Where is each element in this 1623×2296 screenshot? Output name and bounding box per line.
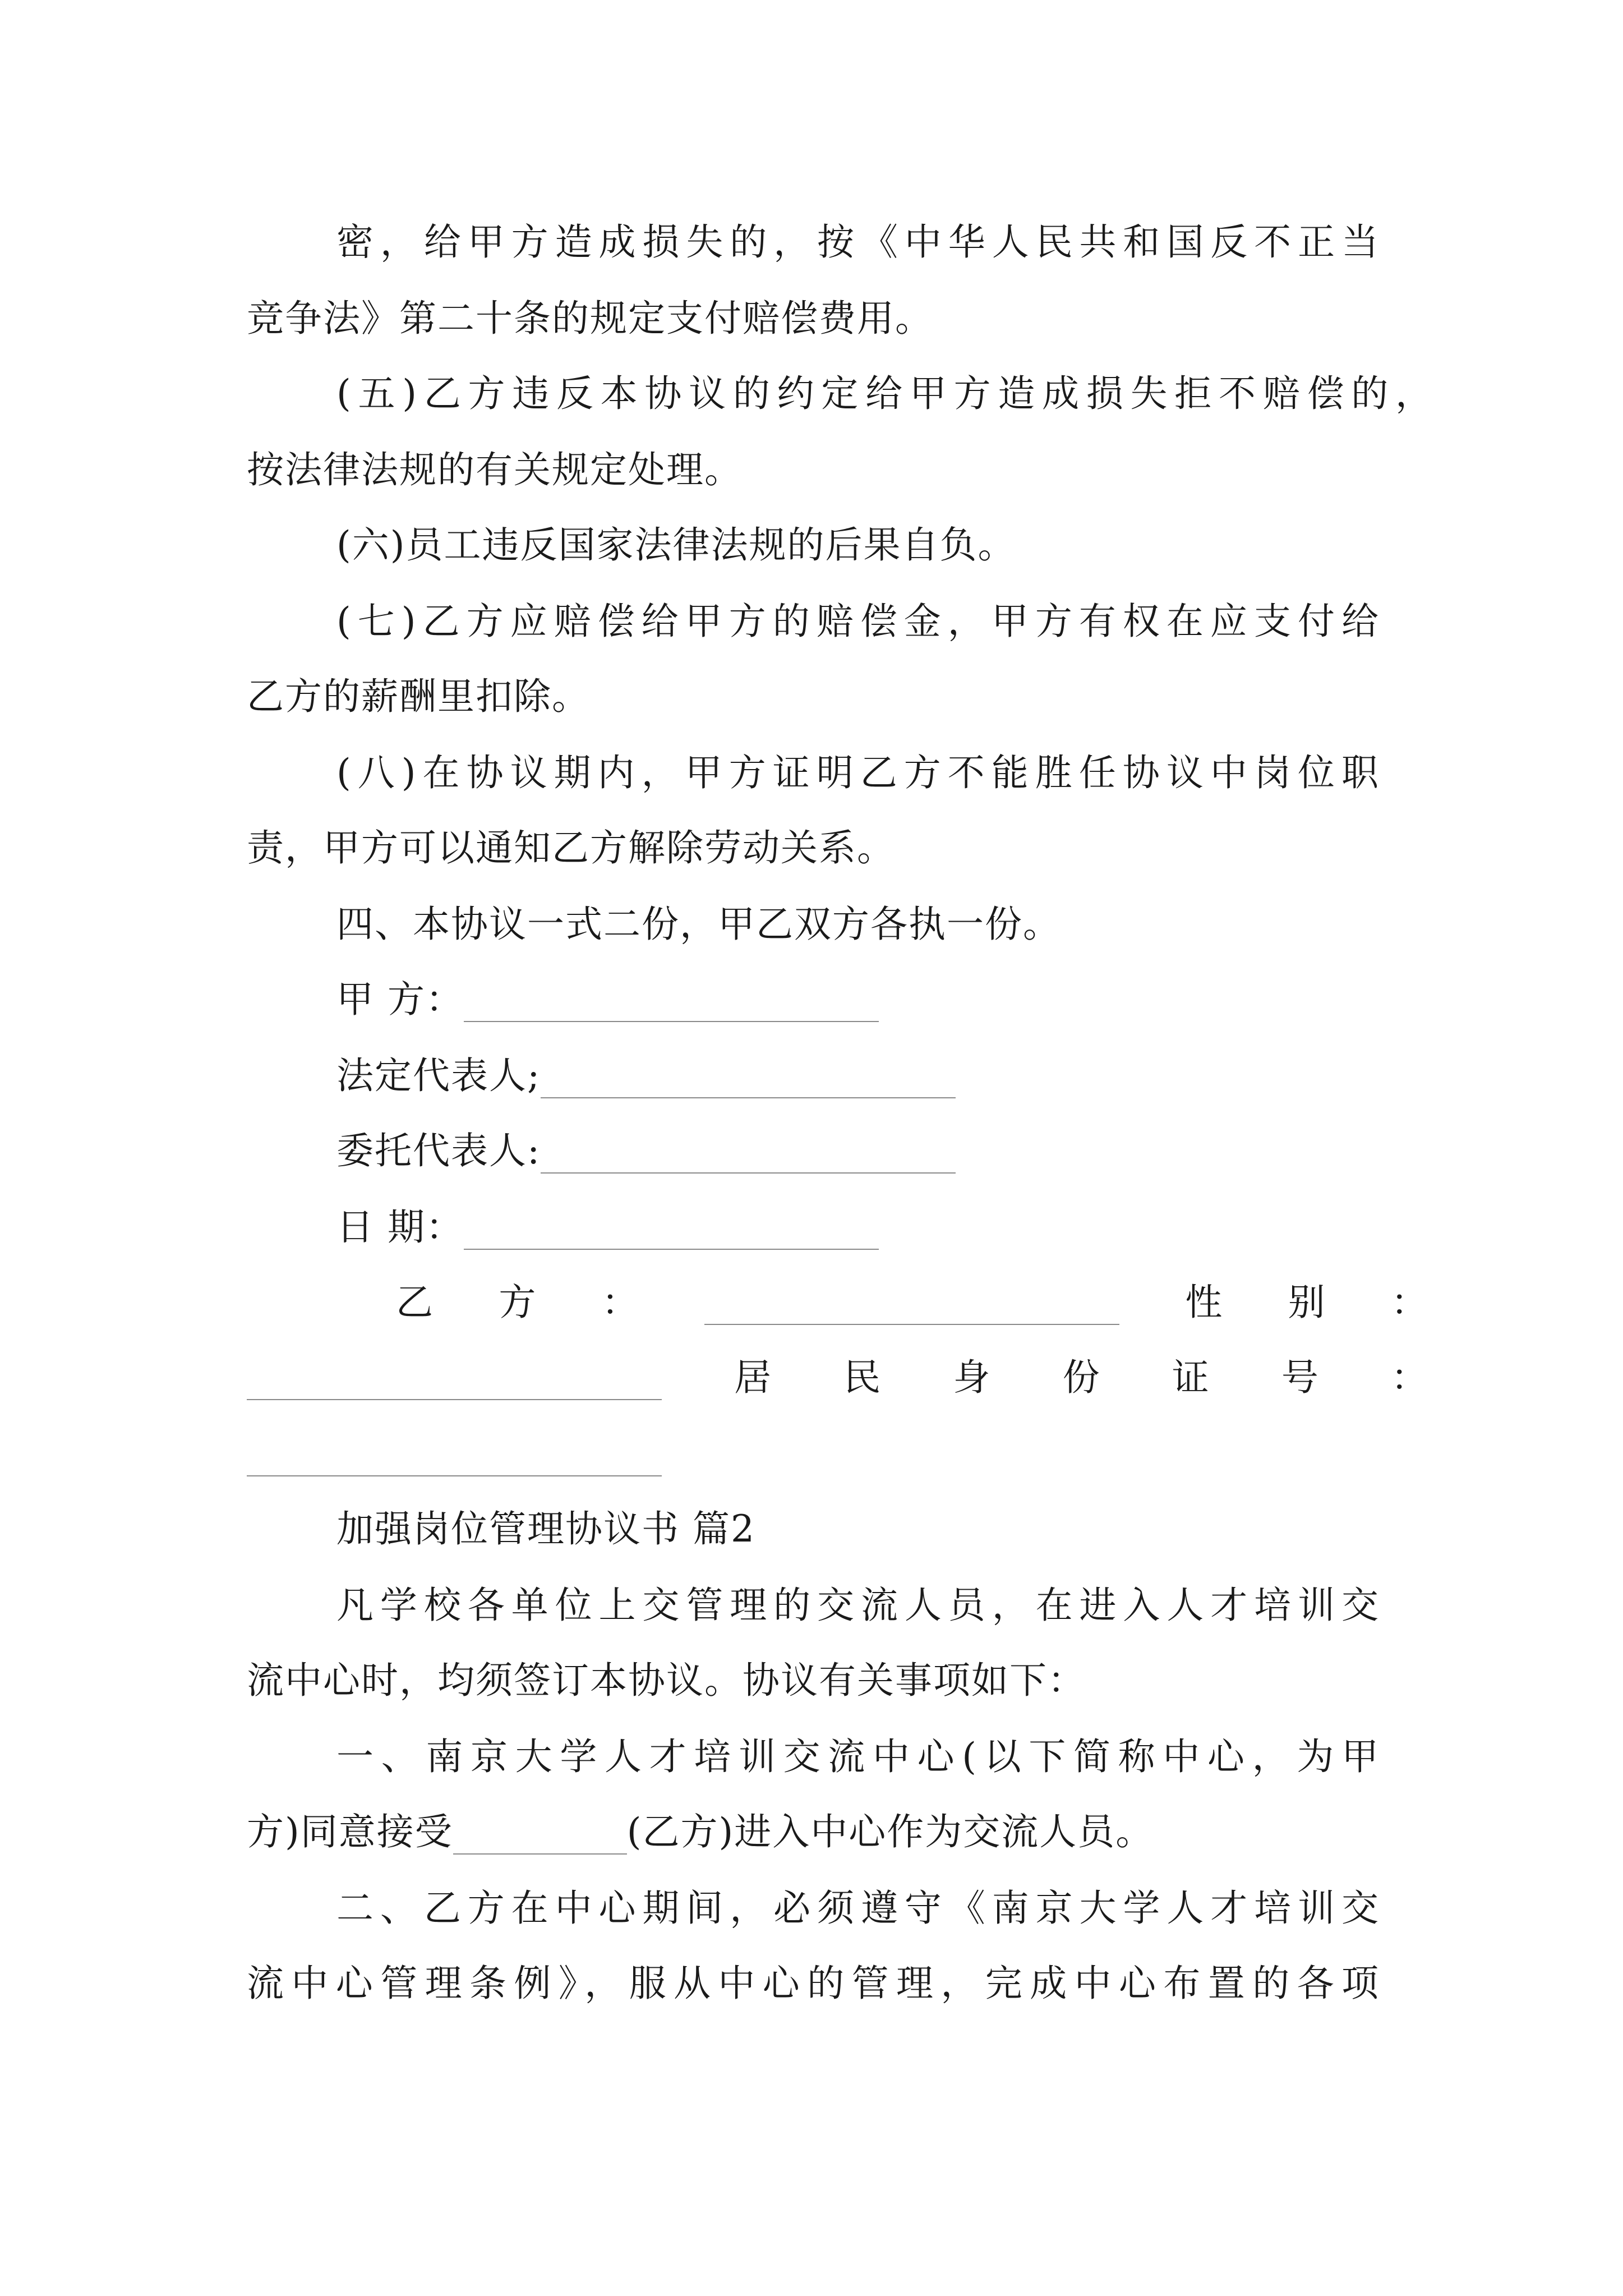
- id-blank-line: [247, 1432, 662, 1476]
- party-b-char: 方: [499, 1281, 536, 1324]
- entrusted-rep-blank: [541, 1138, 956, 1174]
- party-a-blank: [464, 986, 879, 1022]
- body-line: 流中心时，均须签订本协议。协议有关事项如下：: [247, 1659, 1086, 1702]
- id-char: 号: [1281, 1356, 1318, 1399]
- body-line: (六)员工违反国家法律法规的后果自负。: [336, 523, 1016, 567]
- date-line: [336, 1205, 879, 1250]
- id-number-blank: [247, 1441, 662, 1476]
- body-line: (五)乙方违反本协议的约定给甲方造成损失拒不赔偿的，: [336, 372, 1433, 415]
- party-a-label: 甲 方：: [336, 978, 464, 1021]
- body-line: 责，甲方可以通知乙方解除劳动关系。: [247, 826, 895, 869]
- body-text: 方)同意接受: [247, 1810, 453, 1853]
- body-line: 竞争法》第二十条的规定支付赔偿费用。: [247, 297, 933, 340]
- body-line: 乙方的薪酬里扣除。: [247, 675, 590, 718]
- party-b-name-blank: [453, 1819, 627, 1855]
- body-line: (八)在协议期内，甲方证明乙方不能胜任协议中岗位职: [336, 751, 1380, 794]
- entrusted-rep-line: [336, 1129, 956, 1174]
- id-char: 份: [1062, 1356, 1100, 1399]
- body-line: 四、本协议一式二份，甲乙双方各执一份。: [336, 903, 1061, 946]
- body-line: 流中心管理条例》，服从中心的管理，完成中心布置的各项: [247, 1962, 1380, 2005]
- legal-rep-line: [336, 1053, 956, 1098]
- party-b-blank: [704, 1289, 1119, 1325]
- date-blank: [464, 1214, 879, 1250]
- legal-rep-label: 法定代表人;: [336, 1054, 541, 1097]
- body-line: 密，给甲方造成损失的，按《中华人民共和国反不正当: [336, 220, 1380, 264]
- party-b-char: ：: [601, 1281, 639, 1324]
- body-line: 凡学校各单位上交管理的交流人员，在进入人才培训交: [336, 1584, 1380, 1627]
- gender-char: ：: [1390, 1281, 1428, 1324]
- body-line: [247, 1810, 1154, 1855]
- gender-char: 性: [1185, 1281, 1223, 1324]
- id-char: 居: [734, 1356, 772, 1399]
- party-a-line: [336, 977, 879, 1022]
- id-char: 民: [843, 1356, 881, 1399]
- section-title: 加强岗位管理协议书 篇2: [336, 1507, 755, 1550]
- id-char: 身: [953, 1356, 990, 1399]
- date-label: 日 期：: [336, 1205, 464, 1249]
- body-text: (乙方)进入中心作为交流人员。: [626, 1810, 1154, 1853]
- id-char: ：: [1390, 1356, 1428, 1399]
- gender-char: 别: [1288, 1281, 1325, 1324]
- body-line: 按法律法规的有关规定处理。: [247, 448, 743, 491]
- legal-rep-blank: [541, 1062, 956, 1098]
- party-b-char: 乙: [396, 1281, 433, 1324]
- body-line: 二、乙方在中心期间，必须遵守《南京大学人才培训交: [336, 1887, 1380, 1930]
- gender-blank: [247, 1364, 662, 1400]
- party-b-row: [396, 1280, 1428, 1325]
- body-line: (七)乙方应赔偿给甲方的赔偿金，甲方有权在应支付给: [336, 600, 1380, 643]
- body-line: 一、南京大学人才培训交流中心(以下简称中心，为甲: [336, 1735, 1380, 1778]
- id-row: [247, 1355, 1428, 1400]
- entrusted-rep-label: 委托代表人:: [336, 1129, 541, 1172]
- id-char: 证: [1172, 1356, 1209, 1399]
